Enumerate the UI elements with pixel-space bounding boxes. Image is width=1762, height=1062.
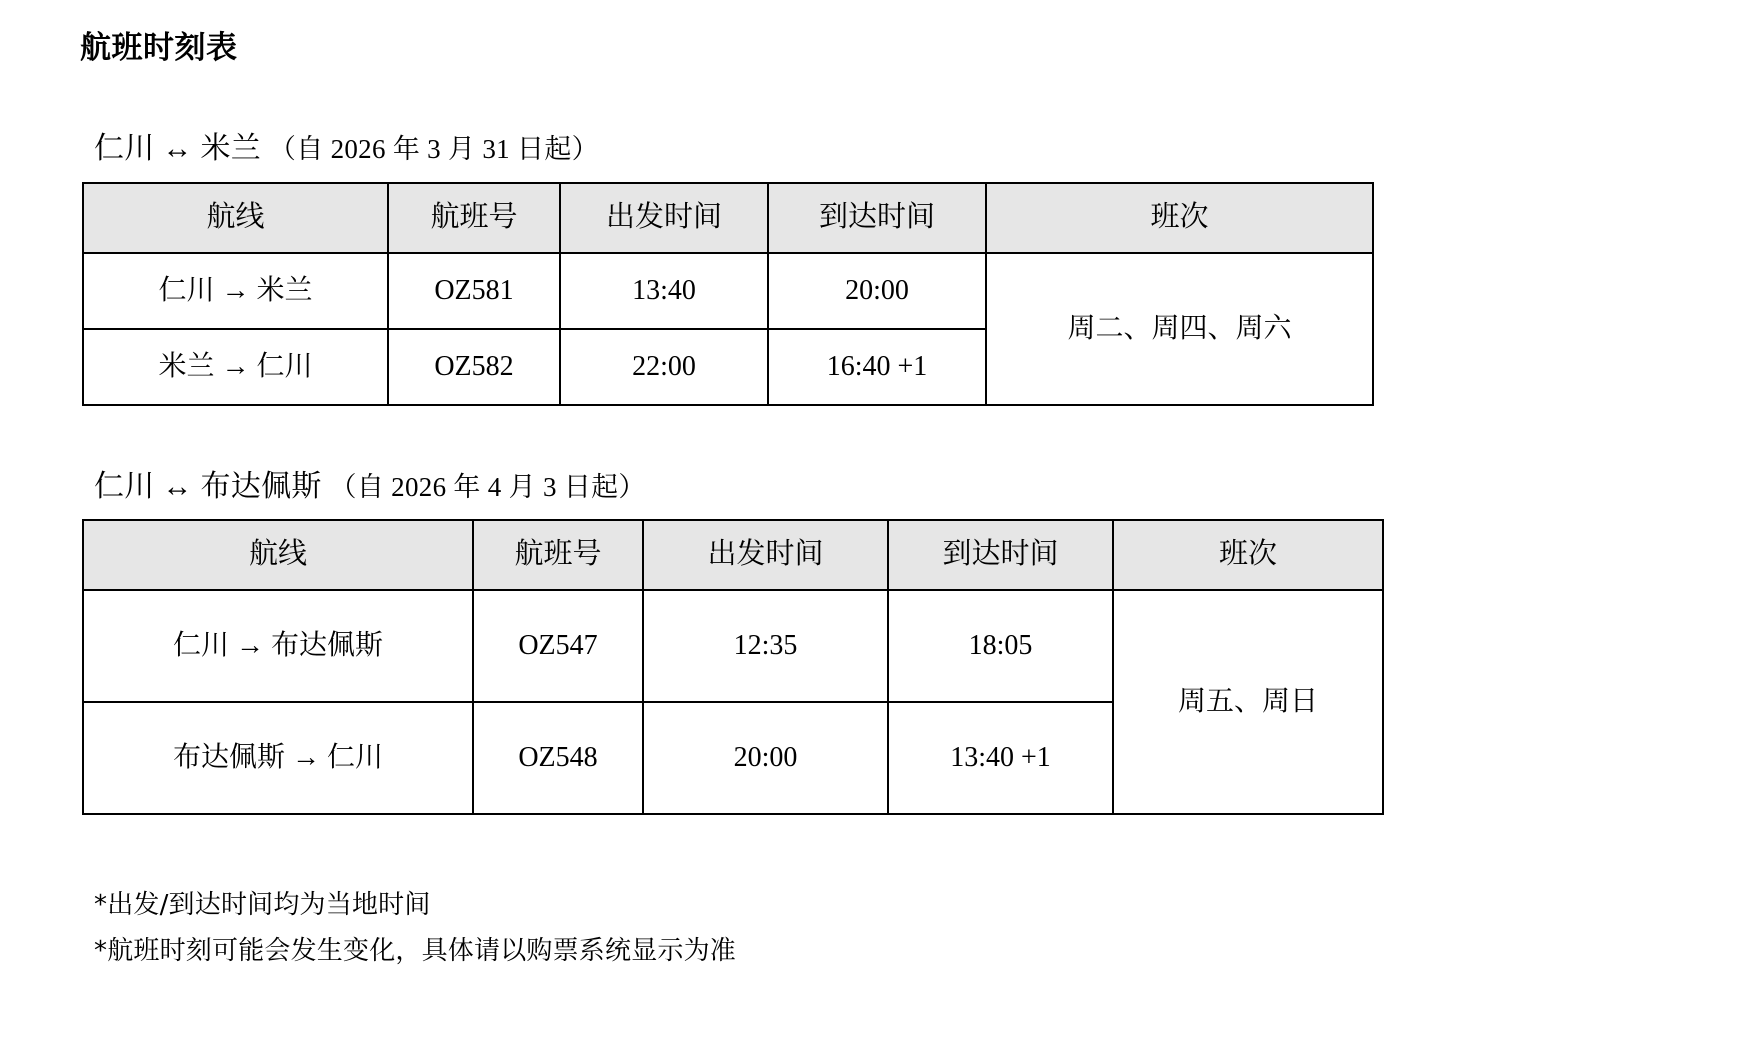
column-header-flight-number: 航班号 [388, 183, 560, 253]
cell-departure-time: 13:40 [560, 253, 768, 329]
column-header-flight-number: 航班号 [473, 520, 643, 590]
footnote-schedule-change: *航班时刻可能会发生变化，具体请以购票系统显示为准 [94, 935, 737, 966]
flight-schedule-table-budapest [82, 519, 1384, 815]
section-route-label: 仁川 ↔ 布达佩斯 [94, 469, 322, 503]
table-header-row [83, 183, 1373, 253]
section-incheon-milan [78, 130, 1762, 406]
table-header-row [83, 520, 1383, 590]
table-row [83, 590, 1383, 702]
cell-frequency: 周二、周四、周六 [986, 253, 1373, 405]
cell-arrival-time: 13:40 +1 [888, 702, 1113, 814]
page-title: 航班时刻表 [80, 30, 238, 65]
cell-departure-time: 22:00 [560, 329, 768, 405]
cell-flight-number: OZ582 [388, 329, 560, 405]
section-title-incheon-milan [94, 130, 1762, 168]
column-header-arrival-time: 到达时间 [768, 183, 986, 253]
section-effective-date: （自 2026 年 3 月 31 日起） [268, 134, 599, 165]
cell-arrival-time: 16:40 +1 [768, 329, 986, 405]
cell-route: 仁川 → 米兰 [83, 253, 388, 329]
cell-arrival-time: 20:00 [768, 253, 986, 329]
flight-schedule-table-milan [82, 182, 1374, 406]
cell-departure-time: 20:00 [643, 702, 888, 814]
cell-arrival-time: 18:05 [888, 590, 1113, 702]
cell-frequency: 周五、周日 [1113, 590, 1383, 814]
section-route-label: 仁川 ↔ 米兰 [94, 132, 262, 166]
table-row [83, 253, 1373, 329]
column-header-route: 航线 [83, 520, 473, 590]
cell-flight-number: OZ547 [473, 590, 643, 702]
column-header-departure-time: 出发时间 [643, 520, 888, 590]
footnotes [94, 883, 1762, 974]
column-header-route: 航线 [83, 183, 388, 253]
cell-departure-time: 12:35 [643, 590, 888, 702]
cell-flight-number: OZ581 [388, 253, 560, 329]
column-header-frequency: 班次 [1113, 520, 1383, 590]
footnote-local-time: *出发/到达时间均为当地时间 [94, 890, 431, 921]
cell-route: 仁川 → 布达佩斯 [83, 590, 473, 702]
section-title-incheon-budapest [94, 468, 1762, 506]
column-header-frequency: 班次 [986, 183, 1373, 253]
column-header-departure-time: 出发时间 [560, 183, 768, 253]
cell-route: 布达佩斯 → 仁川 [83, 702, 473, 814]
section-effective-date: （自 2026 年 4 月 3 日起） [329, 471, 646, 502]
cell-route: 米兰 → 仁川 [83, 329, 388, 405]
column-header-arrival-time: 到达时间 [888, 520, 1113, 590]
cell-flight-number: OZ548 [473, 702, 643, 814]
section-incheon-budapest [78, 468, 1762, 816]
